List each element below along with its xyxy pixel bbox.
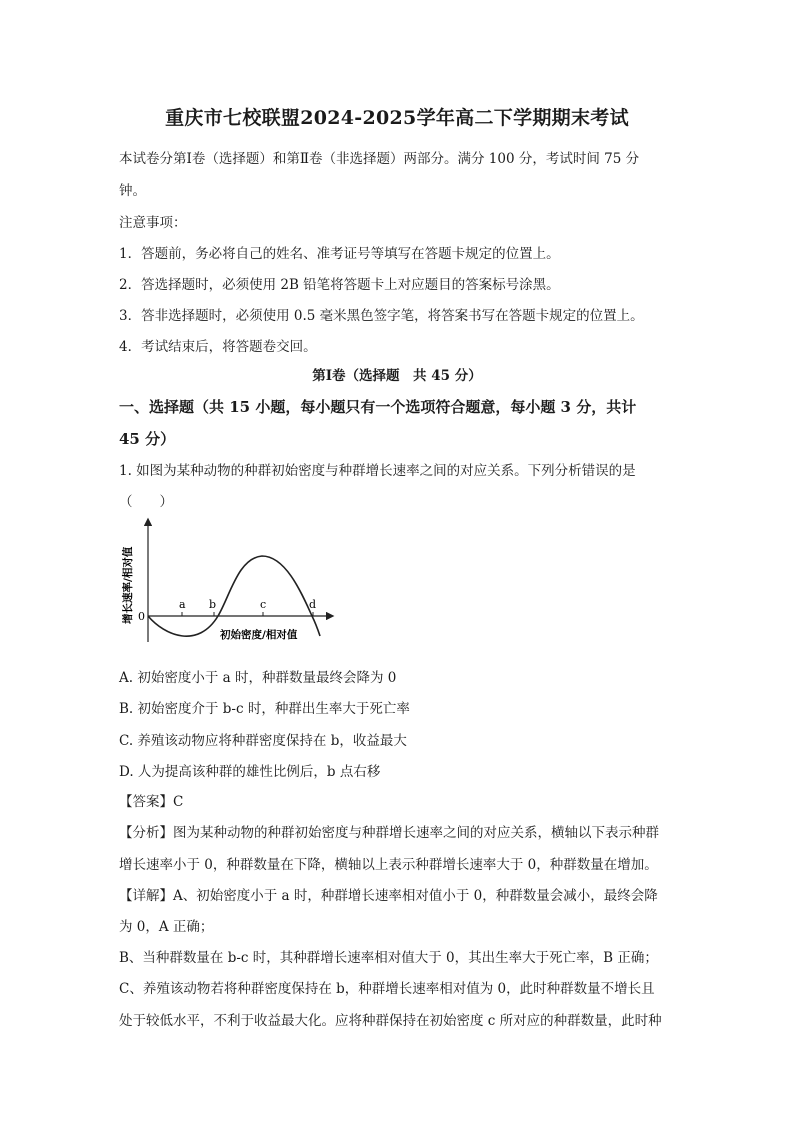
detail-line-1: 【详解】A、初始密度小于 a 时，种群增长速率相对值小于 0，种群数量会减小，最终会降 (119, 888, 658, 904)
x-axis-label: 初始密度/相对值 (220, 629, 298, 641)
question1-bracket: （ ） (119, 494, 173, 510)
point-label-d: d (309, 598, 317, 611)
point-label-a: a (179, 598, 186, 611)
notice-item-3: 3．答非选择题时，必须使用 0.5 毫米黑色签字笔，将答案书写在答题卡规定的位置上。 (119, 308, 644, 324)
analysis-line-1: 【分析】图为某种动物的种群初始密度与种群增长速率之间的对应关系，横轴以下表示种群 (119, 825, 659, 841)
notice-heading: 注意事项： (119, 215, 187, 231)
intro-line-2: 钟。 (119, 183, 146, 199)
section1-heading-line-2: 45 分） (119, 430, 176, 448)
section1-heading-line-1: 一、选择题（共 15 小题，每小题只有一个选项符合题意，每小题 3 分，共计 (119, 398, 637, 416)
point-label-c: c (260, 598, 267, 611)
option-a: A. 初始密度小于 a 时，种群数量最终会降为 0 (119, 670, 397, 686)
analysis-line-2: 增长速率小于 0，种群数量在下降，横轴以上表示种群增长速率大于 0，种群数量在增加。 (119, 857, 658, 873)
point-label-b: b (209, 598, 217, 611)
detail-line-2: 为 0，A 正确； (119, 919, 214, 935)
question1-stem: 1. 如图为某种动物的种群初始密度与种群增长速率之间的对应关系。下列分析错误的是 (119, 463, 636, 479)
detail-line-3: B、当种群数量在 b-c 时，其种群增长速率相对值大于 0，其出生率大于死亡率，B 正确； (119, 950, 658, 966)
part1-title: 第Ⅰ卷（选择题 共 45 分） (312, 368, 482, 384)
detail-line-4: C、养殖该动物若将种群密度保持在 b，种群增长速率相对值为 0，此时种群数量不增长且 (119, 981, 655, 997)
detail-line-5: 处于较低水平，不利于收益最大化。应将种群保持在初始密度 c 所对应的种群数量，此时种 (119, 1013, 662, 1029)
notice-item-4: 4．考试结束后，将答题卷交回。 (119, 339, 317, 355)
option-c: C. 养殖该动物应将种群密度保持在 b，收益最大 (119, 733, 407, 749)
option-d: D. 人为提高该种群的雄性比例后，b 点右移 (119, 764, 381, 780)
growth-rate-figure (110, 514, 340, 654)
exam-title: 重庆市七校联盟2024-2025学年高二下学期期末考试 (165, 107, 629, 129)
notice-item-2: 2．答选择题时，必须使用 2B 铅笔将答题卡上对应题目的答案标号涂黑。 (119, 277, 560, 293)
growth-curve (148, 556, 320, 636)
origin-label: 0 (138, 610, 145, 623)
y-axis-label: 增长速率/相对值 (122, 546, 134, 624)
option-b: B. 初始密度介于 b-c 时，种群出生率大于死亡率 (119, 701, 410, 717)
notice-item-1: 1．答题前，务必将自己的姓名、准考证号等填写在答题卡规定的位置上。 (119, 246, 560, 262)
intro-line-1: 本试卷分第Ⅰ卷（选择题）和第Ⅱ卷（非选择题）两部分。满分 100 分，考试时间 75 分 (119, 151, 640, 167)
answer: 【答案】C (119, 794, 184, 810)
